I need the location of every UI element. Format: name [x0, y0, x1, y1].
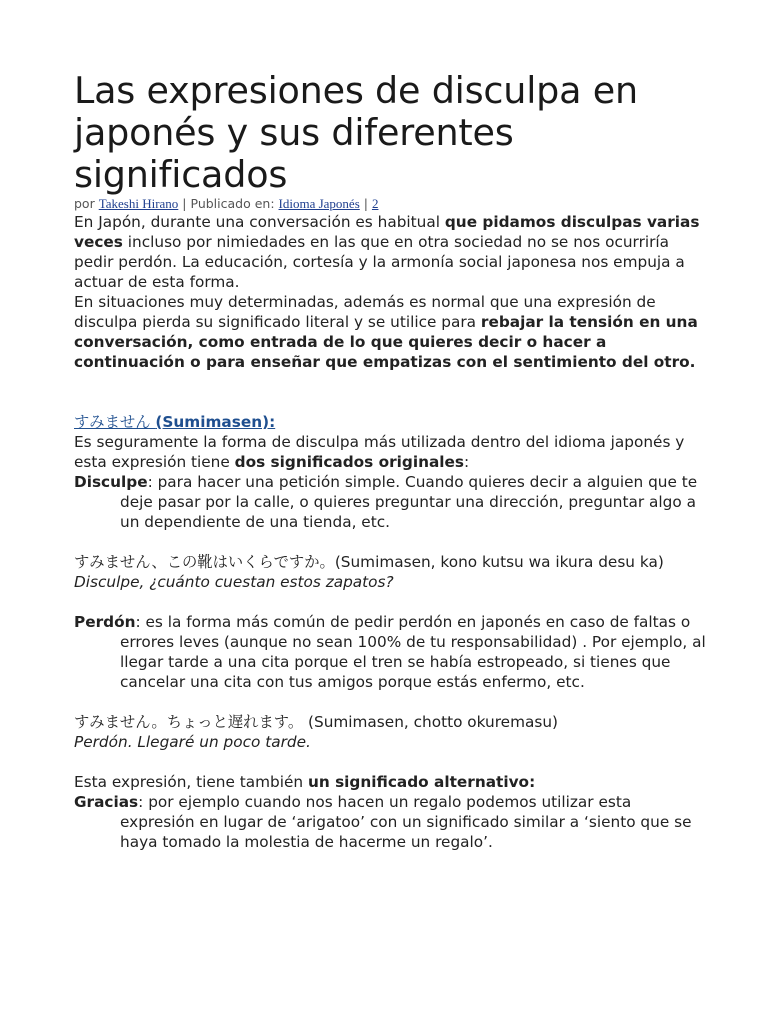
example-translation: Perdón. Llegaré un poco tarde.: [74, 733, 311, 751]
definition-text: : es la forma más común de pedir perdón en japonés en caso de faltas o errores leves (aunque no sean 100% de tu responsabilidad) . Por ejemplo, al llegar tarde a una cita porque el tren se había estropeado, si tienes que cancelar una cita con tus amigos porque estás enfermo, etc.: [120, 613, 706, 691]
definition-text: : para hacer una petición simple. Cuando quieres decir a alguien que te deje pasar por la calle, o quieres preguntar una dirección, preguntar algo a un dependiente de una tienda, etc.: [120, 473, 698, 531]
category-link[interactable]: Idioma Japonés: [278, 196, 360, 211]
desc-bold: dos significados originales: [234, 453, 465, 471]
definition-term: Perdón: [74, 613, 136, 631]
intro-bold: rebajar la tensión en una conversación, como entrada de lo que quieres decir o hacer a continuación o para enseñar que empatizas con el sentimiento del otro.: [74, 313, 698, 371]
desc-text: :: [464, 453, 470, 471]
meta-published-label: Publicado en:: [190, 196, 275, 211]
example-translation: Disculpe, ¿cuánto cuestan estos zapatos?: [74, 573, 394, 591]
desc-text: Es seguramente la forma de disculpa más utilizada dentro del idioma japonés y esta expresión tiene: [74, 433, 685, 471]
comments-link[interactable]: 2: [371, 196, 379, 211]
definition-term: Gracias: [74, 793, 139, 811]
definition-perdon: [74, 612, 708, 692]
section-heading-link[interactable]: [74, 413, 275, 431]
intro-bold: que pidamos disculpas varias veces: [74, 213, 700, 251]
alt-text: Esta expresión, tiene también: [74, 773, 308, 791]
example-japanese-2: すみません。ちょっと遅れます。 (Sumimasen, chotto okuremasu): [74, 713, 559, 731]
definition-text: : por ejemplo cuando nos hacen un regalo podemos utilizar esta expresión en lugar de ‘arigatoo’ con un significado similar a ‘siento que se haya tomado la molestia de hacerme un regalo’.: [120, 793, 692, 851]
heading-japanese: すみません: [74, 413, 151, 431]
meta-separator: |: [363, 196, 368, 211]
intro-text: En Japón, durante una conversación es habitual: [74, 213, 445, 231]
meta-por: por: [74, 196, 95, 211]
definition-gracias: [74, 792, 708, 852]
example-japanese-1: すみません、この靴はいくらですか。(Sumimasen, kono kutsu wa ikura desu ka): [74, 553, 664, 571]
meta-separator: |: [182, 196, 187, 211]
article-title: Las expresiones de disculpa en japonés y sus diferentes significados: [74, 69, 638, 196]
alt-bold: un significado alternativo:: [307, 773, 536, 791]
intro-paragraph-1: [74, 212, 708, 292]
intro-text: incluso por nimiedades en las que en otra sociedad no se nos ocurriría pedir perdón. La educación, cortesía y la armonía social japonesa nos empuja a actuar de esta forma.: [74, 233, 685, 291]
heading-romaji: (Sumimasen):: [155, 413, 276, 431]
article-meta: [74, 196, 708, 212]
section-description: [74, 432, 708, 472]
section-heading: [74, 412, 708, 432]
definition-term: Disculpe: [74, 473, 148, 491]
example-spanish-2: [74, 732, 708, 752]
alternative-meaning: [74, 772, 708, 792]
intro-text: En situaciones muy determinadas, además es normal que una expresión de disculpa pierda su significado literal y se utilice para: [74, 293, 656, 331]
author-link[interactable]: Takeshi Hirano: [98, 196, 179, 211]
definition-disculpe: [74, 472, 708, 532]
example-spanish-1: [74, 572, 708, 592]
intro-paragraph-2: [74, 292, 708, 372]
